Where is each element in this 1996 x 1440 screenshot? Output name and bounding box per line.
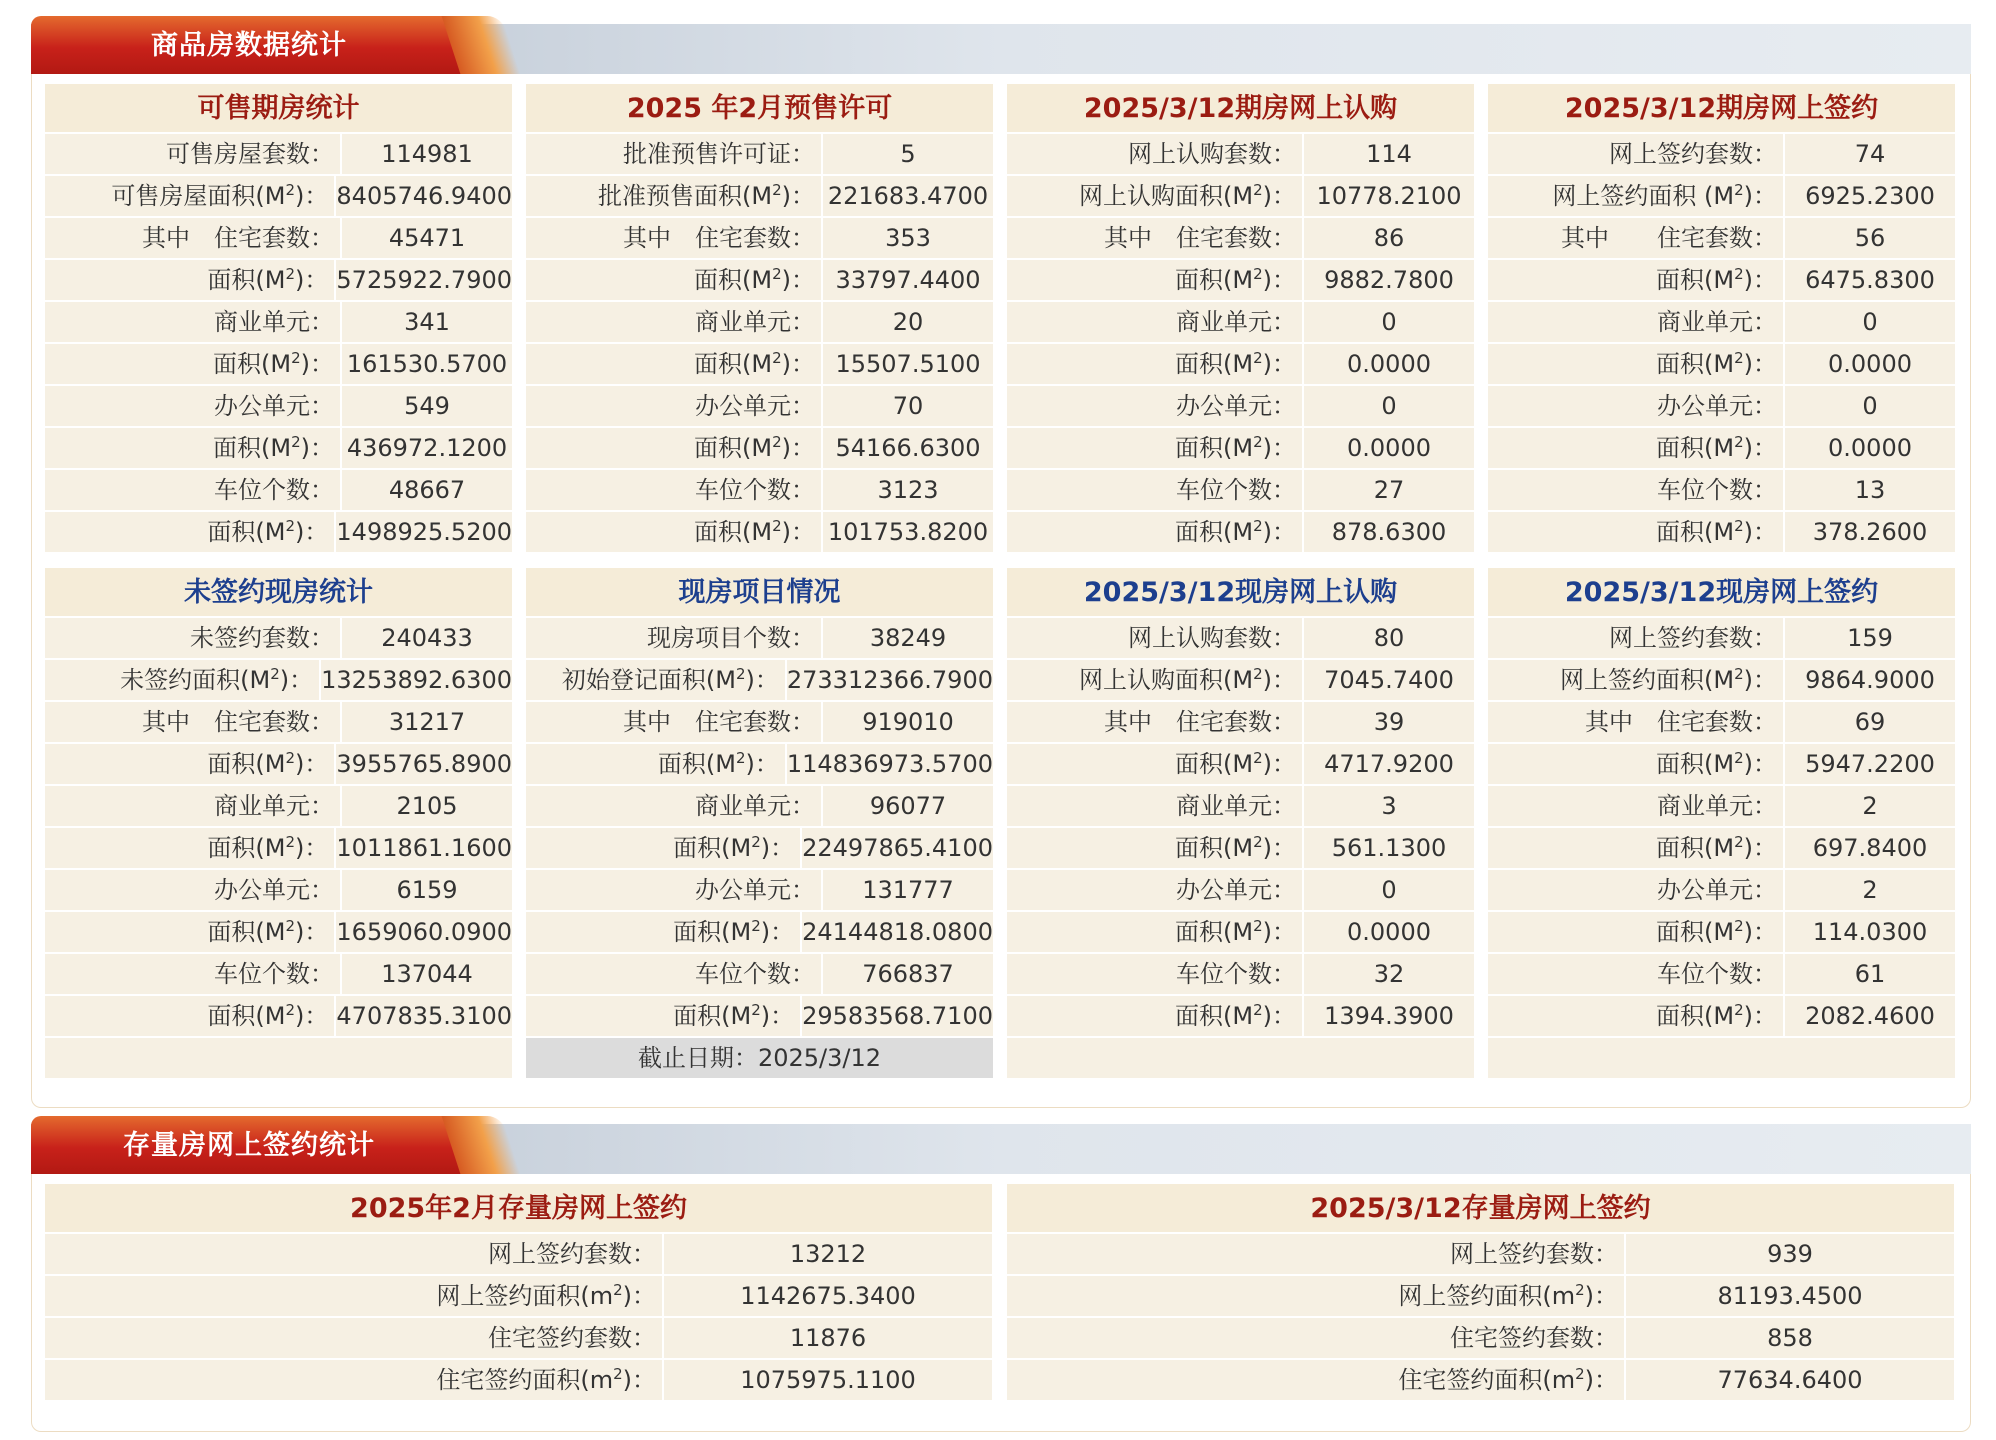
row-label: 其中 住宅套数： bbox=[1007, 218, 1304, 258]
row-label: 网上认购面积$(M^2)$： bbox=[1007, 660, 1304, 700]
row-label: 办公单元： bbox=[1488, 386, 1785, 426]
row-label: 网上签约套数： bbox=[1488, 134, 1785, 174]
row-value: 273312366.7900 bbox=[786, 666, 993, 694]
row-value: 22497865.4100 bbox=[802, 834, 993, 862]
table-row bbox=[1488, 218, 1955, 258]
row-label: 网上签约套数： bbox=[1488, 618, 1785, 658]
table-row bbox=[1488, 344, 1955, 384]
row-label: 办公单元： bbox=[45, 386, 342, 426]
table-row bbox=[45, 302, 512, 342]
table-title: 2025 年2月预售许可 bbox=[526, 84, 993, 132]
row-value: 2105 bbox=[396, 792, 458, 820]
row-value: 101753.8200 bbox=[827, 518, 989, 546]
table-title: 2025/3/12期房网上签约 bbox=[1488, 84, 1955, 132]
row-label: 网上签约套数： bbox=[45, 1234, 664, 1274]
row-value: 561.1300 bbox=[1331, 834, 1447, 862]
row-value: 240433 bbox=[381, 624, 473, 652]
table-row bbox=[526, 744, 993, 784]
table-row bbox=[45, 996, 512, 1036]
table-row bbox=[526, 302, 993, 342]
row-label: 其中 住宅套数： bbox=[1007, 702, 1304, 742]
table-row bbox=[1488, 996, 1955, 1036]
row-value: 1011861.1600 bbox=[336, 834, 512, 862]
table-row bbox=[526, 786, 993, 826]
table-row bbox=[526, 912, 993, 952]
table-row bbox=[45, 1360, 992, 1400]
row-value: 7045.7400 bbox=[1324, 666, 1454, 694]
row-label: 面积$(M^2)$： bbox=[1488, 744, 1785, 784]
row-label: 面积$(M^2)$： bbox=[45, 512, 336, 552]
row-value: 159 bbox=[1847, 624, 1893, 652]
row-value: 74 bbox=[1854, 140, 1886, 168]
row-label: 面积$(M^2)$： bbox=[45, 428, 342, 468]
row-label: 商业单元： bbox=[45, 302, 342, 342]
row-label: 商业单元： bbox=[526, 786, 823, 826]
table-row bbox=[1488, 954, 1955, 994]
row-label: 其中 住宅套数： bbox=[526, 218, 823, 258]
row-value: 96077 bbox=[869, 792, 947, 820]
table-row bbox=[1488, 134, 1955, 174]
bottom_tables-table-1 bbox=[526, 568, 993, 1078]
row-value: 77634.6400 bbox=[1717, 1366, 1863, 1394]
table-row bbox=[1488, 744, 1955, 784]
row-label: 商业单元： bbox=[1488, 302, 1785, 342]
row-label: 可售房屋套数： bbox=[45, 134, 342, 174]
table-title: 2025/3/12现房网上签约 bbox=[1488, 568, 1955, 616]
row-value: 9864.9000 bbox=[1805, 666, 1935, 694]
table-row bbox=[45, 512, 512, 552]
row-label: 网上签约面积 $(M^2)$： bbox=[1488, 176, 1785, 216]
table-row bbox=[1007, 1234, 1954, 1274]
table-row bbox=[1007, 1318, 1954, 1358]
table-row bbox=[1007, 744, 1474, 784]
table-row-empty bbox=[1007, 1038, 1474, 1078]
row-value: 919010 bbox=[862, 708, 954, 736]
row-label: 车位个数： bbox=[45, 470, 342, 510]
table-row bbox=[1488, 828, 1955, 868]
bottom_tables-table-3 bbox=[1488, 568, 1955, 1078]
row-label: 车位个数： bbox=[45, 954, 342, 994]
row-label: 住宅签约套数： bbox=[45, 1318, 664, 1358]
table-row bbox=[1007, 996, 1474, 1036]
row-value: 114981 bbox=[381, 140, 473, 168]
row-value: 81193.4500 bbox=[1717, 1282, 1863, 1310]
table-row bbox=[526, 428, 993, 468]
row-value: 858 bbox=[1767, 1324, 1813, 1352]
row-label: 面积$(M^2)$： bbox=[526, 512, 823, 552]
table-title: 2025/3/12存量房网上签约 bbox=[1007, 1184, 1954, 1232]
row-value: 549 bbox=[404, 392, 450, 420]
row-value: 114836973.5700 bbox=[786, 750, 993, 778]
row-label: 面积$(M^2)$： bbox=[1488, 912, 1785, 952]
table-row bbox=[1488, 702, 1955, 742]
row-value: 341 bbox=[404, 308, 450, 336]
table-row bbox=[526, 954, 993, 994]
row-label: 其中 住宅套数： bbox=[45, 702, 342, 742]
row-value: 24144818.0800 bbox=[802, 918, 993, 946]
row-label: 面积$(M^2)$： bbox=[1488, 996, 1785, 1036]
table-row-empty bbox=[1488, 1038, 1955, 1078]
row-label: 面积$(M^2)$： bbox=[526, 996, 802, 1036]
table-row bbox=[1007, 828, 1474, 868]
row-label: 面积$(M^2)$： bbox=[45, 744, 336, 784]
row-value: 2 bbox=[1862, 876, 1878, 904]
row-label: 面积$(M^2)$： bbox=[45, 996, 336, 1036]
row-label: 车位个数： bbox=[1007, 954, 1304, 994]
row-label: 面积$(M^2)$： bbox=[526, 828, 802, 868]
table-row bbox=[1007, 470, 1474, 510]
row-label: 面积$(M^2)$： bbox=[45, 912, 336, 952]
row-label: 面积$(M^2)$： bbox=[526, 744, 787, 784]
row-value: 70 bbox=[892, 392, 924, 420]
table-row bbox=[1007, 870, 1474, 910]
row-label: 可售房屋面积$(M^2)$： bbox=[45, 176, 336, 216]
table-row bbox=[526, 344, 993, 384]
table-row bbox=[526, 470, 993, 510]
row-label: 办公单元： bbox=[1007, 870, 1304, 910]
table-row bbox=[45, 470, 512, 510]
row-label: 网上认购面积$(M^2)$： bbox=[1007, 176, 1304, 216]
table-row bbox=[45, 1318, 992, 1358]
table-row bbox=[526, 260, 993, 300]
row-value: 3 bbox=[1381, 792, 1397, 820]
table-row bbox=[1488, 660, 1955, 700]
table-row bbox=[1007, 1360, 1954, 1400]
row-value: 38249 bbox=[869, 624, 947, 652]
row-value: 29583568.7100 bbox=[802, 1002, 993, 1030]
table-row bbox=[45, 260, 512, 300]
row-value: 0.0000 bbox=[1347, 350, 1431, 378]
row-label: 面积$(M^2)$： bbox=[45, 260, 336, 300]
table-row bbox=[1488, 176, 1955, 216]
row-value: 80 bbox=[1373, 624, 1405, 652]
row-label: 车位个数： bbox=[1488, 470, 1785, 510]
row-value: 11876 bbox=[789, 1324, 867, 1352]
table-row bbox=[1007, 176, 1474, 216]
table-row bbox=[1007, 660, 1474, 700]
row-label: 网上签约面积$(m^2)$： bbox=[45, 1276, 664, 1316]
row-label: 未签约面积$(M^2)$： bbox=[45, 660, 321, 700]
row-value: 45471 bbox=[388, 224, 466, 252]
row-value: 0 bbox=[1862, 392, 1878, 420]
row-value: 0 bbox=[1862, 308, 1878, 336]
row-label: 网上认购套数： bbox=[1007, 618, 1304, 658]
table-row bbox=[526, 134, 993, 174]
table-row bbox=[45, 786, 512, 826]
row-label: 网上签约套数： bbox=[1007, 1234, 1626, 1274]
row-label: 面积$(M^2)$： bbox=[1007, 344, 1304, 384]
table-row bbox=[1488, 386, 1955, 426]
row-value: 13 bbox=[1854, 476, 1886, 504]
row-value: 2 bbox=[1862, 792, 1878, 820]
row-label: 其中 住宅套数： bbox=[45, 218, 342, 258]
table-row bbox=[526, 218, 993, 258]
row-label: 面积$(M^2)$： bbox=[1007, 912, 1304, 952]
row-value: 1075975.1100 bbox=[740, 1366, 916, 1394]
row-value: 1394.3900 bbox=[1324, 1002, 1454, 1030]
row-label: 面积$(M^2)$： bbox=[1488, 828, 1785, 868]
row-value: 114 bbox=[1366, 140, 1412, 168]
table-row bbox=[45, 828, 512, 868]
row-label: 面积$(M^2)$： bbox=[1007, 260, 1304, 300]
row-label: 面积$(M^2)$： bbox=[526, 428, 823, 468]
table-title: 未签约现房统计 bbox=[45, 568, 512, 616]
section-header bbox=[31, 1124, 1971, 1174]
table-row bbox=[45, 618, 512, 658]
row-value: 114.0300 bbox=[1812, 918, 1928, 946]
table-row bbox=[1007, 786, 1474, 826]
row-label: 车位个数： bbox=[1488, 954, 1785, 994]
table-row bbox=[1007, 260, 1474, 300]
row-label: 面积$(M^2)$： bbox=[1007, 744, 1304, 784]
table-row bbox=[1488, 618, 1955, 658]
row-label: 现房项目个数： bbox=[526, 618, 823, 658]
row-label: 车位个数： bbox=[526, 470, 823, 510]
row-value: 86 bbox=[1373, 224, 1405, 252]
table-row bbox=[45, 176, 512, 216]
table-row bbox=[45, 870, 512, 910]
row-label: 商业单元： bbox=[526, 302, 823, 342]
row-label: 面积$(M^2)$： bbox=[1488, 428, 1785, 468]
row-label: 初始登记面积$(M^2)$： bbox=[526, 660, 787, 700]
table-title: 2025/3/12现房网上认购 bbox=[1007, 568, 1474, 616]
row-value: 3123 bbox=[877, 476, 939, 504]
table-row bbox=[1007, 954, 1474, 994]
table-row bbox=[526, 618, 993, 658]
section-new-housing bbox=[31, 24, 1971, 1108]
table-row bbox=[526, 176, 993, 216]
row-label: 面积$(M^2)$： bbox=[1007, 996, 1304, 1036]
table-row bbox=[1007, 618, 1474, 658]
table-title: 现房项目情况 bbox=[526, 568, 993, 616]
row-value: 27 bbox=[1373, 476, 1405, 504]
table-row bbox=[1007, 512, 1474, 552]
row-label: 面积$(M^2)$： bbox=[45, 344, 342, 384]
table-row bbox=[1007, 302, 1474, 342]
table-row bbox=[45, 1276, 992, 1316]
table-row bbox=[1488, 260, 1955, 300]
row-label: 面积$(M^2)$： bbox=[1488, 512, 1785, 552]
row-value: 15507.5100 bbox=[835, 350, 981, 378]
row-label: 网上签约面积$(M^2)$： bbox=[1488, 660, 1785, 700]
table-row bbox=[1488, 912, 1955, 952]
row-value: 0.0000 bbox=[1828, 434, 1912, 462]
row-label: 商业单元： bbox=[1488, 786, 1785, 826]
row-value: 221683.4700 bbox=[827, 182, 989, 210]
row-value: 161530.5700 bbox=[346, 350, 508, 378]
table-row bbox=[526, 702, 993, 742]
row-label: 住宅签约面积$(m^2)$： bbox=[1007, 1360, 1626, 1400]
row-value: 0.0000 bbox=[1347, 434, 1431, 462]
table-row bbox=[1007, 702, 1474, 742]
row-label: 商业单元： bbox=[1007, 786, 1304, 826]
row-value: 54166.6300 bbox=[835, 434, 981, 462]
table-row bbox=[526, 386, 993, 426]
table-row bbox=[526, 828, 993, 868]
row-label: 车位个数： bbox=[526, 954, 823, 994]
row-value: 697.8400 bbox=[1812, 834, 1928, 862]
table-row bbox=[1488, 870, 1955, 910]
row-value: 2082.4600 bbox=[1805, 1002, 1935, 1030]
row-value: 56 bbox=[1854, 224, 1886, 252]
row-label: 面积$(M^2)$： bbox=[526, 912, 802, 952]
row-value: 0 bbox=[1381, 876, 1397, 904]
table-row bbox=[526, 512, 993, 552]
row-label: 网上签约面积$(m^2)$： bbox=[1007, 1276, 1626, 1316]
row-value: 1142675.3400 bbox=[740, 1282, 916, 1310]
row-value: 8405746.9400 bbox=[336, 182, 512, 210]
bottom_tables-table-0 bbox=[45, 568, 512, 1078]
table-row bbox=[1007, 218, 1474, 258]
row-value: 378.2600 bbox=[1812, 518, 1928, 546]
section-title: 存量房网上签约统计 bbox=[123, 1130, 375, 1161]
row-value: 0.0000 bbox=[1347, 918, 1431, 946]
row-value: 33797.4400 bbox=[835, 266, 981, 294]
table-row bbox=[45, 744, 512, 784]
row-value: 878.6300 bbox=[1331, 518, 1447, 546]
table-row bbox=[45, 428, 512, 468]
table-title: 可售期房统计 bbox=[45, 84, 512, 132]
table-row bbox=[1007, 134, 1474, 174]
row-value: 6475.8300 bbox=[1805, 266, 1935, 294]
stock-table-1 bbox=[1007, 1184, 1954, 1400]
row-value: 766837 bbox=[862, 960, 954, 988]
row-value: 10778.2100 bbox=[1316, 182, 1462, 210]
row-value: 137044 bbox=[381, 960, 473, 988]
table-row bbox=[1488, 302, 1955, 342]
table-row bbox=[45, 1234, 992, 1274]
row-label: 办公单元： bbox=[45, 870, 342, 910]
table-row bbox=[1007, 344, 1474, 384]
row-label: 商业单元： bbox=[45, 786, 342, 826]
top_tables-table-3 bbox=[1488, 84, 1955, 552]
row-value: 436972.1200 bbox=[346, 434, 508, 462]
row-value: 13212 bbox=[789, 1240, 867, 1268]
table-row bbox=[45, 954, 512, 994]
row-label: 批准预售面积$(M^2)$： bbox=[526, 176, 823, 216]
row-label: 面积$(M^2)$： bbox=[526, 260, 823, 300]
table-row bbox=[1007, 912, 1474, 952]
row-value: 13253892.6300 bbox=[321, 666, 512, 694]
table-row bbox=[45, 134, 512, 174]
row-label: 面积$(M^2)$： bbox=[1007, 828, 1304, 868]
row-value: 5 bbox=[900, 140, 916, 168]
row-value: 4707835.3100 bbox=[336, 1002, 512, 1030]
table-row bbox=[1488, 470, 1955, 510]
table-row bbox=[1488, 786, 1955, 826]
row-value: 0.0000 bbox=[1828, 350, 1912, 378]
cutoff-date: 截止日期：2025/3/12 bbox=[526, 1038, 993, 1078]
row-value: 1498925.5200 bbox=[336, 518, 512, 546]
row-value: 1659060.0900 bbox=[336, 918, 512, 946]
row-label: 办公单元： bbox=[1488, 870, 1785, 910]
table-title: 2025年2月存量房网上签约 bbox=[45, 1184, 992, 1232]
row-label: 面积$(M^2)$： bbox=[526, 344, 823, 384]
table-row-empty bbox=[45, 1038, 512, 1078]
row-label: 面积$(M^2)$： bbox=[1488, 260, 1785, 300]
top_tables-table-1 bbox=[526, 84, 993, 552]
table-row bbox=[45, 344, 512, 384]
stock-table-0 bbox=[45, 1184, 992, 1400]
row-value: 0 bbox=[1381, 392, 1397, 420]
row-label: 其中 住宅套数： bbox=[526, 702, 823, 742]
row-label: 住宅签约套数： bbox=[1007, 1318, 1626, 1358]
row-value: 3955765.8900 bbox=[336, 750, 512, 778]
row-label: 其中 住宅套数： bbox=[1488, 702, 1785, 742]
row-label: 面积$(M^2)$： bbox=[45, 828, 336, 868]
row-value: 32 bbox=[1373, 960, 1405, 988]
table-row bbox=[45, 912, 512, 952]
bottom_tables-table-2 bbox=[1007, 568, 1474, 1078]
section-title: 商品房数据统计 bbox=[151, 30, 347, 61]
row-label: 办公单元： bbox=[526, 386, 823, 426]
row-value: 48667 bbox=[388, 476, 466, 504]
table-row bbox=[1007, 428, 1474, 468]
row-value: 61 bbox=[1854, 960, 1886, 988]
table-title: 2025/3/12期房网上认购 bbox=[1007, 84, 1474, 132]
row-value: 31217 bbox=[388, 708, 466, 736]
table-row bbox=[45, 660, 512, 700]
row-value: 353 bbox=[885, 224, 931, 252]
row-value: 6925.2300 bbox=[1805, 182, 1935, 210]
row-value: 4717.9200 bbox=[1324, 750, 1454, 778]
row-value: 0 bbox=[1381, 308, 1397, 336]
table-row bbox=[1007, 386, 1474, 426]
row-label: 商业单元： bbox=[1007, 302, 1304, 342]
row-label: 其中 住宅套数： bbox=[1488, 218, 1785, 258]
top_tables-table-2 bbox=[1007, 84, 1474, 552]
row-value: 131777 bbox=[862, 876, 954, 904]
table-row bbox=[1488, 512, 1955, 552]
row-value: 5947.2200 bbox=[1805, 750, 1935, 778]
row-label: 住宅签约面积$(m^2)$： bbox=[45, 1360, 664, 1400]
row-label: 批准预售许可证： bbox=[526, 134, 823, 174]
row-value: 69 bbox=[1854, 708, 1886, 736]
section-header bbox=[31, 24, 1971, 74]
row-value: 20 bbox=[892, 308, 924, 336]
top_tables-table-0 bbox=[45, 84, 512, 552]
row-label: 未签约套数： bbox=[45, 618, 342, 658]
table-row bbox=[45, 386, 512, 426]
row-value: 939 bbox=[1767, 1240, 1813, 1268]
row-label: 办公单元： bbox=[526, 870, 823, 910]
row-label: 车位个数： bbox=[1007, 470, 1304, 510]
row-value: 39 bbox=[1373, 708, 1405, 736]
section-stock-housing bbox=[31, 1124, 1971, 1432]
row-value: 6159 bbox=[396, 876, 458, 904]
table-row bbox=[1007, 1276, 1954, 1316]
table-row bbox=[45, 218, 512, 258]
table-row bbox=[526, 996, 993, 1036]
row-label: 面积$(M^2)$： bbox=[1007, 428, 1304, 468]
table-row bbox=[45, 702, 512, 742]
row-label: 面积$(M^2)$： bbox=[1007, 512, 1304, 552]
table-row bbox=[526, 870, 993, 910]
table-row bbox=[526, 660, 993, 700]
table-row bbox=[1488, 428, 1955, 468]
row-value: 9882.7800 bbox=[1324, 266, 1454, 294]
row-label: 面积$(M^2)$： bbox=[1488, 344, 1785, 384]
row-label: 网上认购套数： bbox=[1007, 134, 1304, 174]
row-value: 5725922.7900 bbox=[336, 266, 512, 294]
row-label: 办公单元： bbox=[1007, 386, 1304, 426]
